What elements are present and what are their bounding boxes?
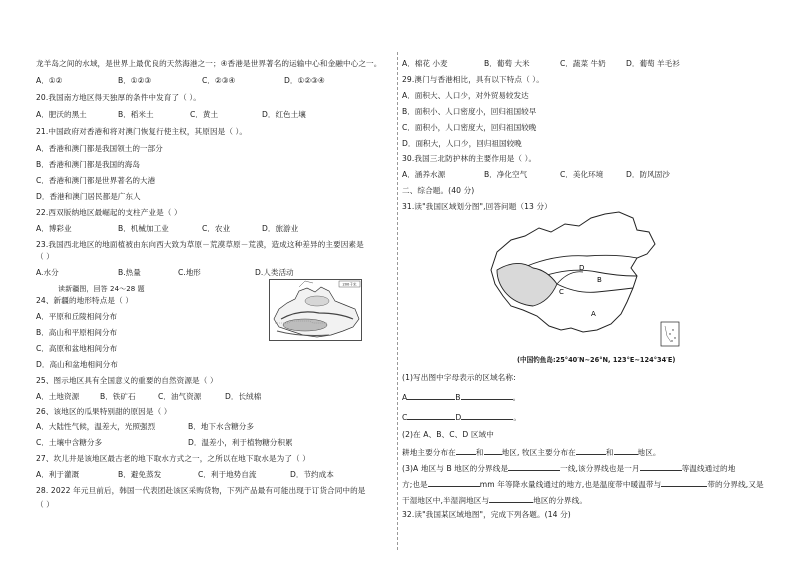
q30-option-d: D．防风固沙: [626, 170, 670, 179]
q23-stem: 23.我国西北地区的地面植被由东向西大致为草原－荒漠草原－荒漠，造成这种差异的主要因素是: [36, 240, 364, 249]
q30-option-a: A．涵养水源: [402, 170, 446, 179]
q20-option-b: B．稻米土: [118, 110, 154, 119]
q24-option-c: C．高原和盆地相间分布: [36, 344, 118, 353]
q24-stem: 24、新疆的地形特点是（ ）: [36, 296, 134, 305]
q32-stem: 32.读"我国某区域地图"，完成下列各题。(14 分): [402, 510, 571, 519]
answer-blank-isotherm[interactable]: [640, 462, 682, 471]
q29-option-a: A．面积大、人口少，对外贸易较发达: [402, 91, 529, 100]
intro-text: 龙羊岛之间的水域，是世界上最优良的天然海港之一；④香港是世界著名的运输中心和金融中心之一。: [36, 59, 382, 68]
q28-option-d: D．葡萄 羊毛衫: [626, 59, 680, 68]
q30-stem: 30.我国三北防护林的主要作用是（ ）。: [402, 154, 537, 163]
q28-option-a: A．棉花 小麦: [402, 59, 448, 68]
junggar-basin: [305, 296, 329, 306]
answer-blank-dry-wet[interactable]: [489, 494, 533, 503]
q22-stem: 22.西双版纳地区最崛起的支柱产业是（ ）: [36, 208, 182, 217]
q27-option-d: D．节约成本: [290, 470, 334, 479]
answer-blank-isohyet[interactable]: [428, 478, 480, 487]
fill-label-b: B: [455, 393, 461, 402]
q23-option-b: B.热量: [118, 268, 141, 277]
q21-option-c: C．香港和澳门都是世界著名的大港: [36, 176, 156, 185]
intro-option-a: A．①②: [36, 76, 63, 85]
q30-option-b: B．净化空气: [484, 170, 528, 179]
q21-option-d: D．香港和澳门居民都是广东人: [36, 192, 141, 201]
section-title: 二、综合题。(40 分): [402, 186, 475, 195]
q31-3-line-2: 方;也是 mm 年等降水量线通过的地方,也是温度带中暖温带与 带的分界线,又是: [402, 480, 764, 489]
q28-option-b: B．葡萄 大米: [484, 59, 530, 68]
q23-option-a: A.水分: [36, 268, 59, 277]
q25-option-b: B．铁矿石: [100, 392, 136, 401]
q23-option-c: C.地形: [178, 268, 201, 277]
q26-option-a: A．大陆性气候，温差大，光照强烈: [36, 422, 156, 431]
map-label-b: B: [597, 276, 602, 284]
q26-option-c: C．土壤中含糖分多: [36, 438, 103, 447]
q27-option-b: B．避免蒸发: [118, 470, 162, 479]
q29-stem: 29.澳门与香港相比，具有以下特点（ ）。: [402, 75, 544, 84]
q31-stem: 31.读"我国区域划分图",回答问题（13 分）: [402, 202, 552, 211]
q31-2-stem: (2)在 A、B、C、D 区域中: [402, 430, 494, 439]
q28-stem: 28. 2022 年元旦前后，韩国一代表团赴该区采购货物，下列产品最有可能出现于订货合同中的是: [36, 486, 366, 495]
answer-blank-farm-1[interactable]: [456, 446, 476, 455]
q28-paren: （ ）: [36, 500, 54, 509]
q20-option-a: A．肥沃的黑土: [36, 110, 87, 119]
answer-blank-boundary[interactable]: [508, 462, 560, 471]
map-label-a: A: [591, 310, 596, 318]
q22-option-b: B．机械加工业: [118, 224, 169, 233]
q28-option-c: C．蔬菜 牛奶: [560, 59, 606, 68]
q25-option-c: C．油气资源: [158, 392, 202, 401]
answer-blank-farm-2[interactable]: [484, 446, 502, 455]
q31-1-line-c: C D 。: [402, 413, 522, 422]
answer-blank-temp-zone[interactable]: [661, 478, 707, 487]
q20-stem: 20.我国南方地区得天独厚的条件中发育了（ ）。: [36, 93, 201, 102]
answer-blank-pasture-1[interactable]: [576, 446, 606, 455]
q26-option-b: B．地下水含糖分多: [188, 422, 254, 431]
q23-option-d: D.人类活动: [255, 268, 294, 277]
intro-option-d: D．①②③④: [284, 76, 325, 85]
fill-label-c: C: [402, 413, 408, 422]
q29-option-d: D．面积大，人口少，回归祖国较晚: [402, 139, 522, 148]
answer-blank-a[interactable]: [407, 391, 455, 400]
q22-option-a: A．博彩业: [36, 224, 72, 233]
q20-option-c: C．黄土: [190, 110, 219, 119]
q25-option-a: A．土地资源: [36, 392, 80, 401]
map-scale-label: 200千米: [342, 282, 357, 287]
q25-stem: 25、图示地区具有全国意义的重要的自然资源是（ ）: [36, 376, 218, 385]
q22-option-d: D．旅游业: [262, 224, 299, 233]
q22-option-c: C．农业: [202, 224, 231, 233]
intro-option-b: B．①②③: [118, 76, 152, 85]
map-label-d: D: [579, 264, 585, 272]
tarim-basin: [283, 319, 327, 331]
column-divider: [397, 52, 398, 550]
q26-option-d: D．温差小，利于植物糖分积累: [188, 438, 293, 447]
q21-option-a: A．香港和澳门都是我国领土的一部分: [36, 144, 163, 153]
q31-1-line-a: A B 。: [402, 393, 521, 402]
china-region-map: [487, 210, 683, 350]
answer-blank-b[interactable]: [461, 391, 513, 400]
answer-blank-d[interactable]: [461, 411, 513, 420]
q25-option-d: D．长绒棉: [225, 392, 262, 401]
answer-blank-pasture-2[interactable]: [614, 446, 638, 455]
fill-label-a: A: [402, 393, 408, 402]
q29-option-b: B．面积小、人口密度小，回归祖国较早: [402, 107, 537, 116]
intro-option-c: C．②③④: [202, 76, 236, 85]
q26-stem: 26、该地区的瓜果特别甜的原因是（ ）: [36, 407, 172, 416]
q20-option-d: D．红色土壤: [262, 110, 306, 119]
q24-option-d: D．高山和盆地相间分布: [36, 360, 118, 369]
q24-option-b: B．高山和平原相间分布: [36, 328, 118, 337]
q31-3-line-3: 干湿地区中,半湿润地区与 地区的分界线。: [402, 496, 588, 505]
xinjiang-map: [269, 279, 362, 341]
fill-label-d: D: [455, 413, 462, 422]
q27-stem: 27、坎儿井是该地区最古老的地下取水方式之一，之所以在地下取水是为了（ ）: [36, 454, 310, 463]
q27-option-c: C．利于地势自流: [198, 470, 257, 479]
read-map-instruction: 读新疆图，回答 24～28 题: [58, 285, 145, 293]
q31-3-line-1: (3)A 地区与 B 地区的分界线是 一线,该分界线也是一月 等温线通过的地: [402, 464, 736, 473]
q29-option-c: C．面积小，人口密度大，回归祖国较晚: [402, 123, 537, 132]
q21-stem: 21.中国政府对香港和将对澳门恢复行使主权，其原因是（ ）。: [36, 127, 248, 136]
q23-paren: （ ）: [36, 252, 54, 261]
q27-option-a: A．利于灌溉: [36, 470, 80, 479]
q24-option-a: A．平原和丘陵相间分布: [36, 312, 118, 321]
q21-option-b: B．香港和澳门都是我国的海岛: [36, 160, 140, 169]
map-label-c: C: [559, 288, 564, 296]
map-caption: (中国钓鱼岛:25°40′N~26°N, 123°E~124°34′E): [517, 356, 676, 364]
q31-2-line: 耕地主要分布在 和 地区, 牧区主要分布在 和 地区。: [402, 448, 661, 457]
q30-option-c: C．美化环境: [560, 170, 604, 179]
q31-1-stem: (1)写出图中字母表示的区域名称:: [402, 373, 516, 382]
answer-blank-c[interactable]: [407, 411, 455, 420]
